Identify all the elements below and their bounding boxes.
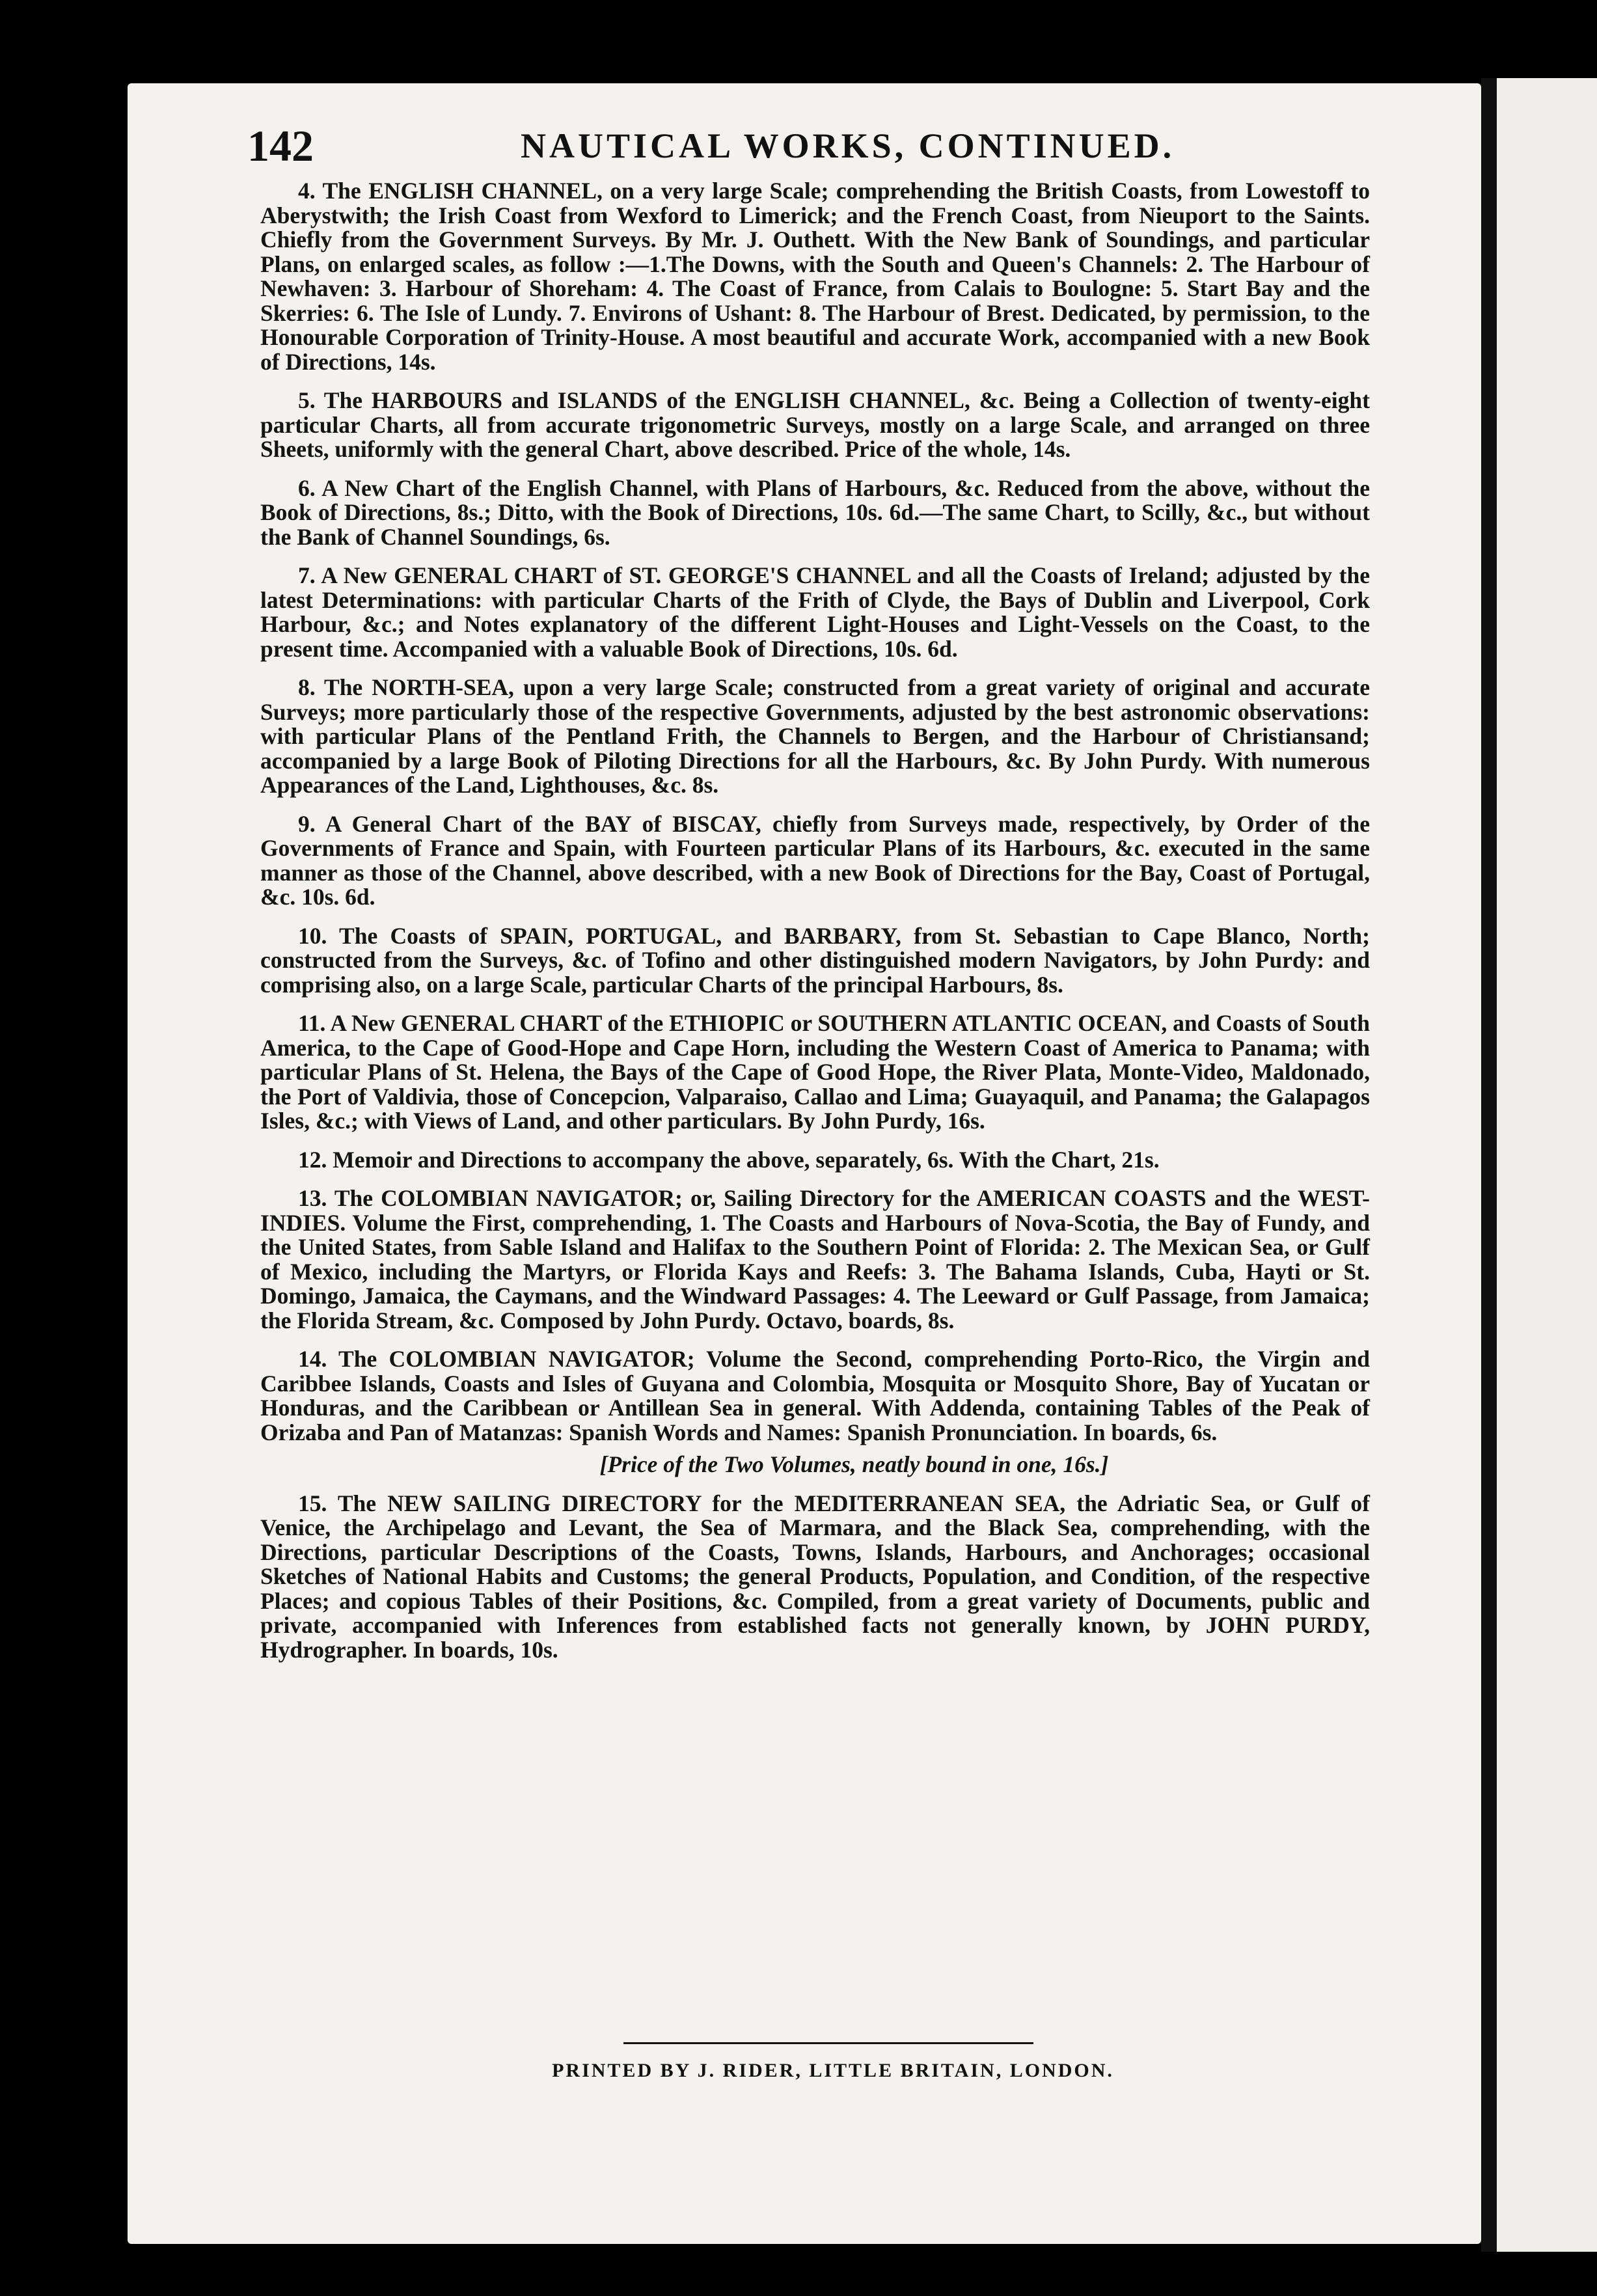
catalogue-entry-8: 8. The NORTH-SEA, upon a very large Scale; constructed from a great variety of original and accurate Surveys; more particularly those of the respective Governments, adjusted by the best astronomic observations: with particular Plans of the Pentland Frith, the Channels to Bergen, and the Harbour of Christiansand; accompanied by a large Book of Piloting Directions for all the Harbours, &c. By John Purdy. With numerous Appearances of the Land, Lighthouses, &c. 8s.	[260, 674, 1370, 798]
catalogue-entry-15: 15. The NEW SAILING DIRECTORY for the MEDITERRANEAN SEA, the Adriatic Sea, or Gulf of Venice, the Archipelago and Levant, the Sea of Marmara, and the Black Sea, comprehending, with the Directions, particular Descriptions of the Coasts, Towns, Islands, Harbours, and Anchorages; occasional Sketches of National Habits and Customs; the general Products, Population, and Condition, of the respective Places; and copious Tables of their Positions, &c. Compiled, from a great variety of Documents, public and private, accompanied with Inferences from established facts not generally known, by JOHN PURDY, Hydrographer. In boards, 10s.	[260, 1490, 1370, 1663]
catalogue-entry-4: 4. The ENGLISH CHANNEL, on a very large Scale; comprehending the British Coasts, from Lowestoff to Aberystwith; the Irish Coast from Wexford to Limerick; and the French Coast, from Nieuport to the Saints. Chiefly from the Government Surveys. By Mr. J. Outhett. With the New Bank of Soundings, and particular Plans, on enlarged scales, as follow :—1.The Downs, with the South and Queen's Channels: 2. The Harbour of Newhaven: 3. Harbour of Shoreham: 4. The Coast of France, from Calais to Boulogne: 5. Start Bay and the Skerries: 6. The Isle of Lundy. 7. Environs of Ushant: 8. The Harbour of Brest. Dedicated, by permission, to the Honourable Corporation of Trinity-House. A most beautiful and accurate Work, accompanied with a new Book of Directions, 14s.	[260, 178, 1370, 375]
catalogue-entry-13: 13. The COLOMBIAN NAVIGATOR; or, Sailing Directory for the AMERICAN COASTS and the WEST-INDIES. Volume the First, comprehending, 1. The Coasts and Harbours of Nova-Scotia, the Bay of Fundy, and the United States, from Sable Island and Halifax to the Southern Point of Florida: 2. The Mexican Sea, or Gulf of Mexico, including the Martyrs, or Florida Kays and Reefs: 3. The Bahama Islands, Cuba, Hayti or St. Domingo, Jamaica, the Caymans, and the Windward Passages: 4. The Leeward or Gulf Passage, from Jamaica; the Florida Stream, &c. Composed by John Purdy. Octavo, boards, 8s.	[260, 1185, 1370, 1333]
page-number: 142	[247, 121, 314, 171]
catalogue-entry-7: 7. A New GENERAL CHART of ST. GEORGE'S CHANNEL and all the Coasts of Ireland; adjusted by the latest Determinations: with particular Charts of the Frith of Clyde, the Bays of Dublin and Liverpool, Cork Harbour, &c.; and Notes explanatory of the different Light-Houses and Light-Vessels on the Coast, to the present time. Accompanied with a valuable Book of Directions, 10s. 6d.	[260, 562, 1370, 662]
printer-imprint: PRINTED BY J. RIDER, LITTLE BRITAIN, LONDON.	[552, 2060, 1114, 2081]
catalogue-entry-9: 9. A General Chart of the BAY of BISCAY, chiefly from Surveys made, respectively, by Order of the Governments of France and Spain, with Fourteen particular Plans of its Harbours, &c. executed in the same manner as those of the Channel, above described, with a new Book of Directions for the Bay, Coast of Portugal, &c. 10s. 6d.	[260, 810, 1370, 910]
adjacent-page-edge	[1497, 78, 1597, 2252]
catalogue-entry-14: 14. The COLOMBIAN NAVIGATOR; Volume the Second, comprehending Porto-Rico, the Virgin and Caribbee Islands, Coasts and Isles of Guyana and Colombia, Mosquita or Mosquito Shore, Bay of Yucatan or Honduras, and the Caribbean or Antillean Sea in general. With Addenda, containing Tables of the Peak of Orizaba and Pan of Matanzas: Spanish Words and Names: Spanish Pronunciation. In boards, 6s.	[260, 1346, 1370, 1445]
price-note: [Price of the Two Volumes, neatly bound in one, 16s.]	[599, 1451, 1109, 1477]
catalogue-entry-11: 11. A New GENERAL CHART of the ETHIOPIC or SOUTHERN ATLANTIC OCEAN, and Coasts of South America, to the Cape of Good-Hope and Cape Horn, including the Western Coast of America to Panama; with particular Plans of St. Helena, the Bays of the Cape of Good Hope, the River Plata, Monte-Video, Maldonado, the Port of Valdivia, those of Concepcion, Valparaiso, Callao and Lima; Guayaquil, and Panama; the Galapagos Isles, &c.; with Views of Land, and other particulars. By John Purdy, 16s.	[260, 1010, 1370, 1134]
footer-rule	[623, 2042, 1033, 2044]
catalogue-entry-6: 6. A New Chart of the English Channel, with Plans of Harbours, &c. Reduced from the above, without the Book of Directions, 8s.; Ditto, with the Book of Directions, 10s. 6d.—The same Chart, to Scilly, &c., but without the Bank of Channel Soundings, 6s.	[260, 474, 1370, 550]
catalogue-entry-12: 12. Memoir and Directions to accompany the above, separately, 6s. With the Chart, 21s.	[298, 1146, 1160, 1173]
catalogue-entry-5: 5. The HARBOURS and ISLANDS of the ENGLISH CHANNEL, &c. Being a Collection of twenty-eight particular Charts, all from accurate trigonometric Surveys, mostly on a large Scale, and arranged on three Sheets, uniformly with the general Chart, above described. Price of the whole, 14s.	[260, 387, 1370, 462]
catalogue-entry-10: 10. The Coasts of SPAIN, PORTUGAL, and BARBARY, from St. Sebastian to Cape Blanco, North; constructed from the Surveys, &c. of Tofino and other distinguished modern Navigators, by John Purdy: and comprising also, on a large Scale, particular Charts of the principal Harbours, 8s.	[260, 922, 1370, 998]
catalogue-body	[260, 179, 1370, 1676]
page-header	[247, 120, 1380, 179]
running-title: NAUTICAL WORKS, CONTINUED.	[521, 126, 1175, 165]
